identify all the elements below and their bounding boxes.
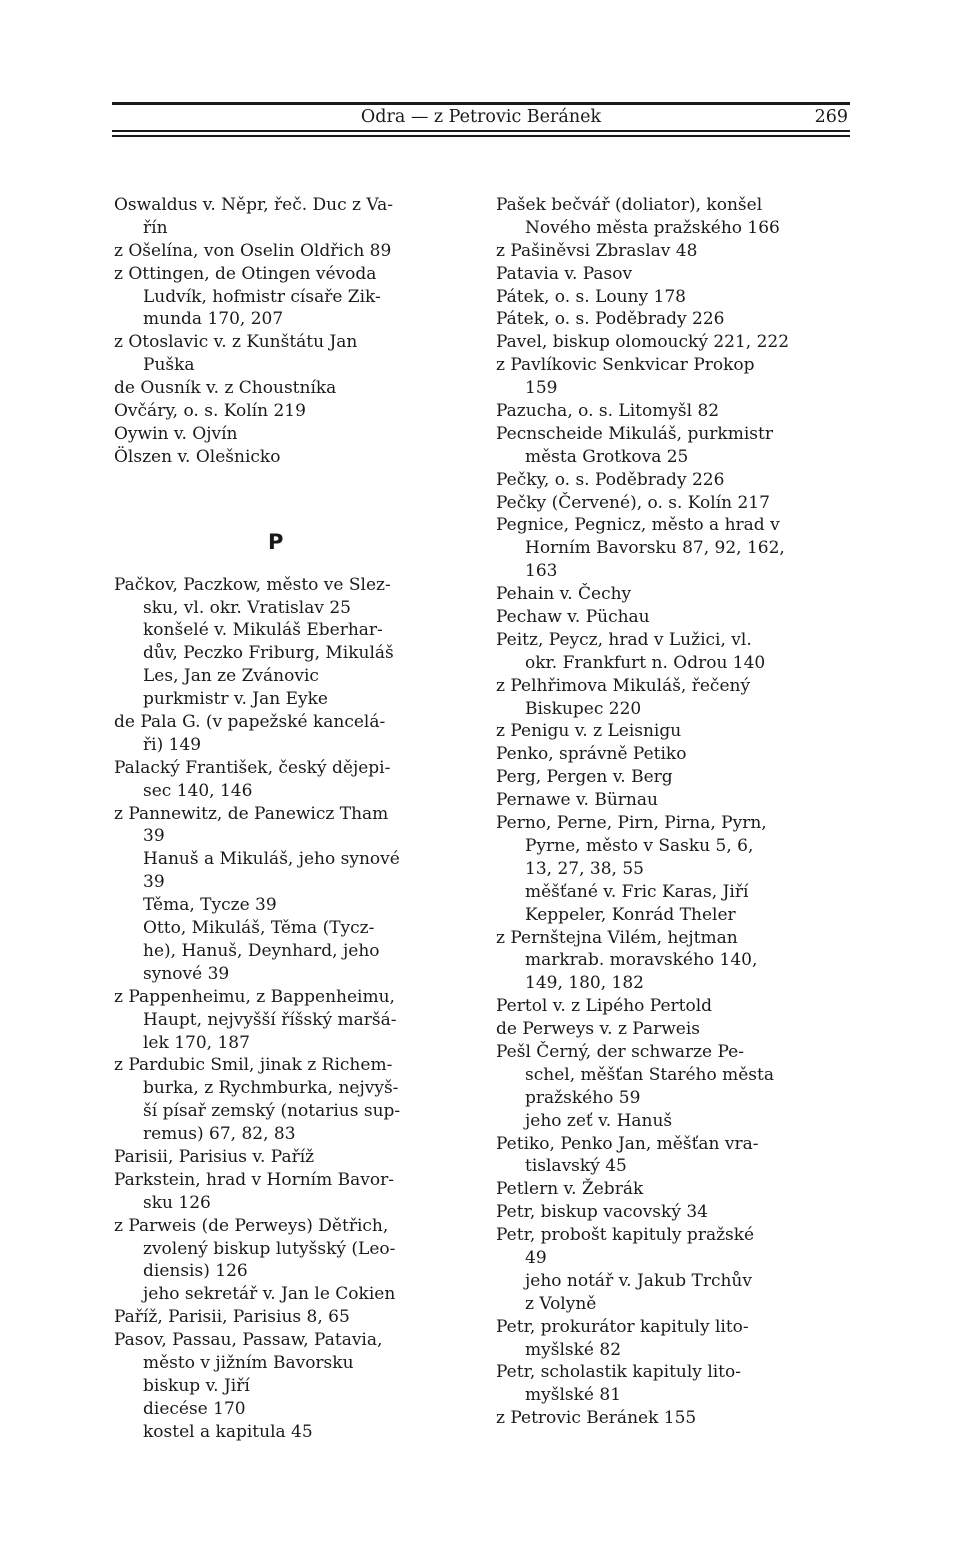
index-subline: burka, z Rychmburka, nejvyš- xyxy=(143,1078,399,1099)
index-entry: Parkstein, hrad v Horním Bavor- xyxy=(114,1169,394,1190)
index-entry: Pačkov, Paczkow, město ve Slez- xyxy=(114,574,391,595)
index-entry: Perg, Pergen v. Berg xyxy=(496,767,673,788)
index-subline: diecése 170 xyxy=(143,1398,246,1419)
index-subline: okr. Frankfurt n. Odrou 140 xyxy=(525,652,766,673)
index-entry: Pátek, o. s. Poděbrady 226 xyxy=(496,309,725,330)
index-subline: Hanuš a Mikuláš, jeho synové xyxy=(143,849,400,870)
index-subline: 39 xyxy=(143,872,165,893)
index-subline: jeho notář v. Jakub Trchův xyxy=(525,1270,752,1291)
section-letter: P xyxy=(268,529,284,554)
index-subline: 159 xyxy=(525,378,558,399)
index-subline: myšlské 82 xyxy=(525,1339,622,1360)
index-subline: sku 126 xyxy=(143,1192,211,1213)
index-subline: synové 39 xyxy=(143,963,230,984)
index-entry: z Pernštejna Vilém, hejtman xyxy=(496,927,738,948)
index-subline: z Volyně xyxy=(525,1293,597,1314)
index-column-right xyxy=(496,194,852,1430)
index-subline: remus) 67, 82, 83 xyxy=(143,1124,296,1145)
running-title: Odra — z Petrovic Beránek xyxy=(360,107,602,127)
index-entry: Oswaldus v. Něpr, řeč. Duc z Va- xyxy=(114,195,393,215)
index-subline: měšťané v. Fric Karas, Jiří xyxy=(525,881,749,902)
index-entry: Perno, Perne, Pirn, Pirna, Pyrn, xyxy=(496,813,767,834)
index-subline: Puška xyxy=(143,355,195,376)
index-entry: Petr, scholastik kapituly lito- xyxy=(496,1362,741,1383)
index-entry: z Pavlíkovic Senkvicar Prokop xyxy=(496,355,755,376)
index-subline: Haupt, nejvyšší říšský maršá- xyxy=(143,1009,397,1030)
index-entry: z Pardubic Smil, jinak z Richem- xyxy=(114,1055,393,1076)
index-subline: města Grotkova 25 xyxy=(525,446,689,467)
index-subline: Biskupec 220 xyxy=(525,698,642,719)
index-entry: de Pala G. (v papežské kancelá- xyxy=(114,712,386,733)
index-entry: z Pannewitz, de Panewicz Tham xyxy=(114,803,389,824)
index-entry: z Pelhřimova Mikuláš, řečený xyxy=(496,675,751,696)
index-entry: Pátek, o. s. Louny 178 xyxy=(496,286,686,307)
index-subline: ší písař zemský (notarius sup- xyxy=(143,1101,401,1122)
index-subline: sku, vl. okr. Vratislav 25 xyxy=(143,597,351,618)
index-entry: Peitz, Peycz, hrad v Lužici, vl. xyxy=(496,629,752,650)
index-entry: Pečky (Červené), o. s. Kolín 217 xyxy=(496,492,770,513)
index-subline: jeho zeť v. Hanuš xyxy=(525,1110,673,1131)
index-subline: Těma, Tycze 39 xyxy=(143,895,277,916)
index-entry: Pavel, biskup olomoucký 221, 222 xyxy=(496,332,790,353)
index-entry: Paříž, Parisii, Parisius 8, 65 xyxy=(114,1307,350,1328)
index-subline: schel, měšťan Starého města xyxy=(525,1064,774,1085)
header-rule-top xyxy=(112,102,850,105)
index-subline: jeho sekretář v. Jan le Cokien xyxy=(143,1284,396,1305)
index-entry: Pešl Černý, der schwarze Pe- xyxy=(496,1041,744,1062)
index-entry: z Ošelína, von Oselin Oldřich 89 xyxy=(114,240,392,261)
index-entry: Pegnice, Pegnicz, město a hrad v xyxy=(496,515,780,536)
index-subline: myšlské 81 xyxy=(525,1385,622,1406)
index-subline: ři) 149 xyxy=(143,734,202,755)
index-subline: 163 xyxy=(525,561,558,582)
index-entry: z Pappenheimu, z Bappenheimu, xyxy=(114,986,395,1007)
index-entry: Pernawe v. Bürnau xyxy=(496,790,658,811)
index-subline: město v jižním Bavorsku xyxy=(143,1352,354,1373)
index-entry: Pasov, Passau, Passaw, Patavia, xyxy=(114,1330,383,1351)
index-entry: Palacký František, český dějepi- xyxy=(114,757,391,778)
index-entry: de Ousník v. z Choustníka xyxy=(114,378,337,399)
index-entry: z Pašiněvsi Zbraslav 48 xyxy=(496,240,698,261)
page-number: 269 xyxy=(814,107,848,127)
index-subline: 49 xyxy=(525,1247,547,1268)
index-subline: he), Hanuš, Deynhard, jeho xyxy=(143,940,380,961)
index-entry: Penko, správně Petiko xyxy=(496,744,687,765)
index-entry: Pazucha, o. s. Litomyšl 82 xyxy=(496,401,720,422)
index-subline: kostel a kapitula 45 xyxy=(143,1421,313,1442)
index-subline: 39 xyxy=(143,826,165,847)
index-entry: Ölszen v. Olešnicko xyxy=(114,446,281,467)
index-entry: z Otoslavic v. z Kunštátu Jan xyxy=(114,332,358,353)
index-subline: konšelé v. Mikuláš Eberhar- xyxy=(143,620,383,641)
index-entry: Petiko, Penko Jan, měšťan vra- xyxy=(496,1133,759,1154)
header-rule-bottom-second xyxy=(112,135,850,137)
index-entry: Parisii, Parisius v. Paříž xyxy=(114,1146,315,1167)
index-entry: Pečky, o. s. Poděbrady 226 xyxy=(496,469,725,490)
index-subline: Keppeler, Konrád Theler xyxy=(525,904,736,925)
index-entry: Petr, prokurátor kapituly lito- xyxy=(496,1316,749,1337)
index-subline: zvolený biskup lutyšský (Leo- xyxy=(143,1238,396,1259)
index-entry: Pašek bečvář (doliator), konšel xyxy=(496,195,763,215)
index-subline: Nového města pražského 166 xyxy=(525,217,780,238)
index-subline: Pyrne, město v Sasku 5, 6, xyxy=(525,835,754,856)
index-column-left xyxy=(114,194,466,1444)
header-rule-bottom xyxy=(112,130,850,132)
index-subline: 13, 27, 38, 55 xyxy=(525,858,644,879)
index-entry: z Petrovic Beránek 155 xyxy=(496,1408,697,1429)
index-entry: Pechaw v. Püchau xyxy=(496,607,650,628)
index-entry: z Ottingen, de Otingen vévoda xyxy=(114,263,377,284)
index-subline: Horním Bavorsku 87, 92, 162, xyxy=(525,538,785,559)
index-subline: Otto, Mikuláš, Těma (Tycz- xyxy=(143,918,375,939)
section-spacer xyxy=(114,469,466,527)
index-entry: z Parweis (de Perweys) Dětřich, xyxy=(114,1215,389,1236)
index-subline: biskup v. Jiří xyxy=(143,1375,250,1396)
index-subline: sec 140, 146 xyxy=(143,780,253,801)
index-subline: lek 170, 187 xyxy=(143,1032,250,1053)
index-entry: Patavia v. Pasov xyxy=(496,263,633,284)
index-entry: Petr, probošt kapituly pražské xyxy=(496,1225,755,1246)
index-subline: tislavský 45 xyxy=(525,1156,627,1177)
index-entry: Pecnscheide Mikuláš, purkmistr xyxy=(496,423,773,444)
index-entry: Pertol v. z Lipého Pertold xyxy=(496,996,713,1017)
index-entry: Petlern v. Žebrák xyxy=(496,1179,644,1200)
index-subline: dův, Peczko Friburg, Mikuláš xyxy=(143,643,394,664)
index-entry: Pehain v. Čechy xyxy=(496,584,632,605)
index-subline: Ludvík, hofmistr císaře Zik- xyxy=(143,286,381,307)
index-subline: diensis) 126 xyxy=(143,1261,248,1282)
index-subline: řín xyxy=(143,217,168,238)
index-entry: de Perweys v. z Parweis xyxy=(496,1019,701,1040)
index-entry: Oywin v. Ojvín xyxy=(114,423,238,444)
index-subline: 149, 180, 182 xyxy=(525,973,644,994)
index-entry: Ovčáry, o. s. Kolín 219 xyxy=(114,401,306,422)
index-entry: Petr, biskup vacovský 34 xyxy=(496,1202,708,1223)
index-subline: munda 170, 207 xyxy=(143,309,284,330)
index-subline: markrab. moravského 140, xyxy=(525,950,758,971)
index-subline: pražského 59 xyxy=(525,1087,641,1108)
index-subline: purkmistr v. Jan Eyke xyxy=(143,689,328,710)
index-entry: z Penigu v. z Leisnigu xyxy=(496,721,682,742)
index-subline: Les, Jan ze Zvánovic xyxy=(143,666,319,687)
page-header xyxy=(112,96,850,146)
